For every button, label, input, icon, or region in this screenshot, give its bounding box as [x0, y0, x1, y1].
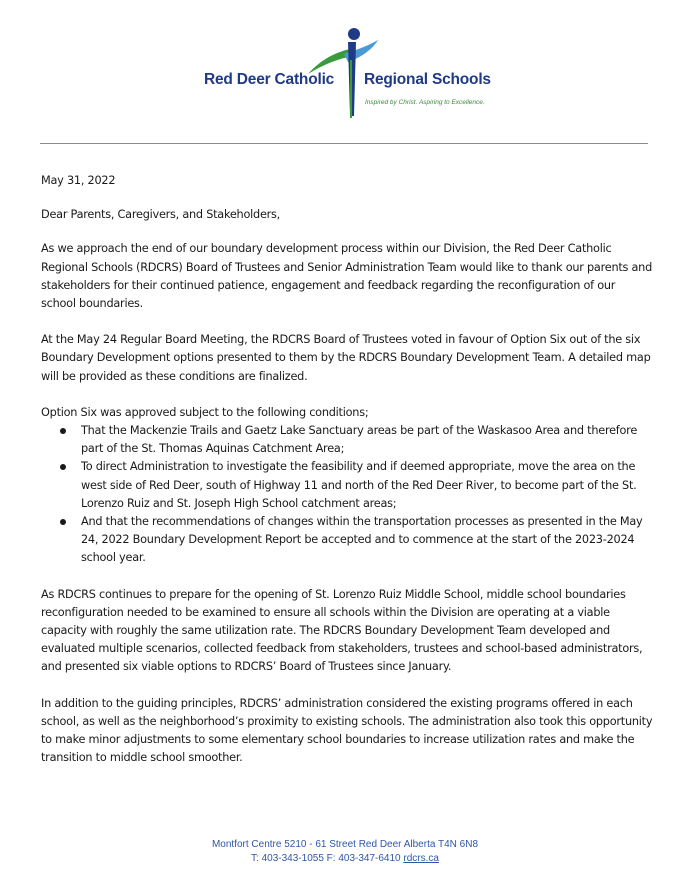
list-item	[81, 513, 653, 568]
condition-text: That the Mackenzie Trails and Gaetz Lake Sanctuary areas be part of the Waskasoo Area and therefore part of the St. Thomas Aquinas Catchment Area;	[81, 424, 638, 456]
letter-footer	[0, 838, 690, 866]
conditions-intro: Option Six was approved subject to the following conditions;	[41, 405, 369, 419]
website-link[interactable]: rdcrs.ca	[403, 853, 439, 864]
org-name-right: Regional Schools	[364, 71, 491, 88]
paragraph-intro: As we approach the end of our boundary development process within our Division, the Red Deer Catholic Regional Schools (RDCRS) Board of Trustees and Senior Administration Team would like to thank our parents and stakeholders for their continued patience, engagement and feedback regarding the reconfiguration of our school boundaries.	[41, 242, 653, 311]
bullet-icon	[60, 428, 66, 434]
letterhead	[0, 0, 690, 130]
conditions-list	[41, 422, 653, 568]
org-name-left: Red Deer Catholic	[204, 71, 335, 88]
condition-text: To direct Administration to investigate the feasibility and if deemed appropriate, move the area on the west side of Red Deer, south of Highway 11 and north of the Red Deer River, to become part of the St. Lorenzo Ruiz and St. Joseph High School catchment areas;	[81, 460, 637, 510]
paragraph-board-decision: At the May 24 Regular Board Meeting, the RDCRS Board of Trustees voted in favour of Option Six out of the six Boundary Development options presented to them by the RDCRS Boundary Development Team. A detailed map will be provided as these conditions are finalized.	[41, 333, 651, 383]
paragraph-considerations: In addition to the guiding principles, RDCRS’ administration considered the existing programs offered in each school, as well as the neighborhood’s proximity to existing schools. The administration also took this opportunity to make minor adjustments to some elementary school boundaries to increase utilization rates and make the transition to middle school smoother.	[41, 696, 653, 765]
list-item	[81, 422, 653, 458]
letter-date: May 31, 2022	[41, 174, 116, 187]
paragraph-background: As RDCRS continues to prepare for the opening of St. Lorenzo Ruiz Middle School, middle school boundaries reconfiguration needed to be examined to ensure all schools within the Division are operating at a viable capacity with roughly the same utilization rate. The RDCRS Boundary Development Team developed and evaluated multiple scenarios, collected feedback from stakeholders, trustees and school-based administrators, and presented six viable options to RDCRS’ Board of Trustees since January.	[41, 587, 643, 674]
condition-text: And that the recommendations of changes within the transportation processes as presented in the May 24, 2022 Boundary Development Report be accepted and to commence at the start of the 2023-2024 school year.	[81, 515, 643, 565]
bullet-icon	[60, 464, 66, 470]
footer-phone-fax: T: 403-343-1055 F: 403-347-6410	[251, 853, 401, 864]
bullet-icon	[60, 519, 66, 525]
letter-salutation: Dear Parents, Caregivers, and Stakeholders,	[41, 208, 281, 222]
footer-contact	[0, 852, 690, 866]
footer-address: Montfort Centre 5210 - 61 Street Red Deer Alberta T4N 6N8	[211, 839, 479, 850]
list-item	[81, 458, 653, 513]
org-tagline: Inspired by Christ. Aspiring to Excellence.	[365, 99, 485, 106]
header-divider	[40, 143, 648, 144]
letter-body	[41, 172, 653, 785]
